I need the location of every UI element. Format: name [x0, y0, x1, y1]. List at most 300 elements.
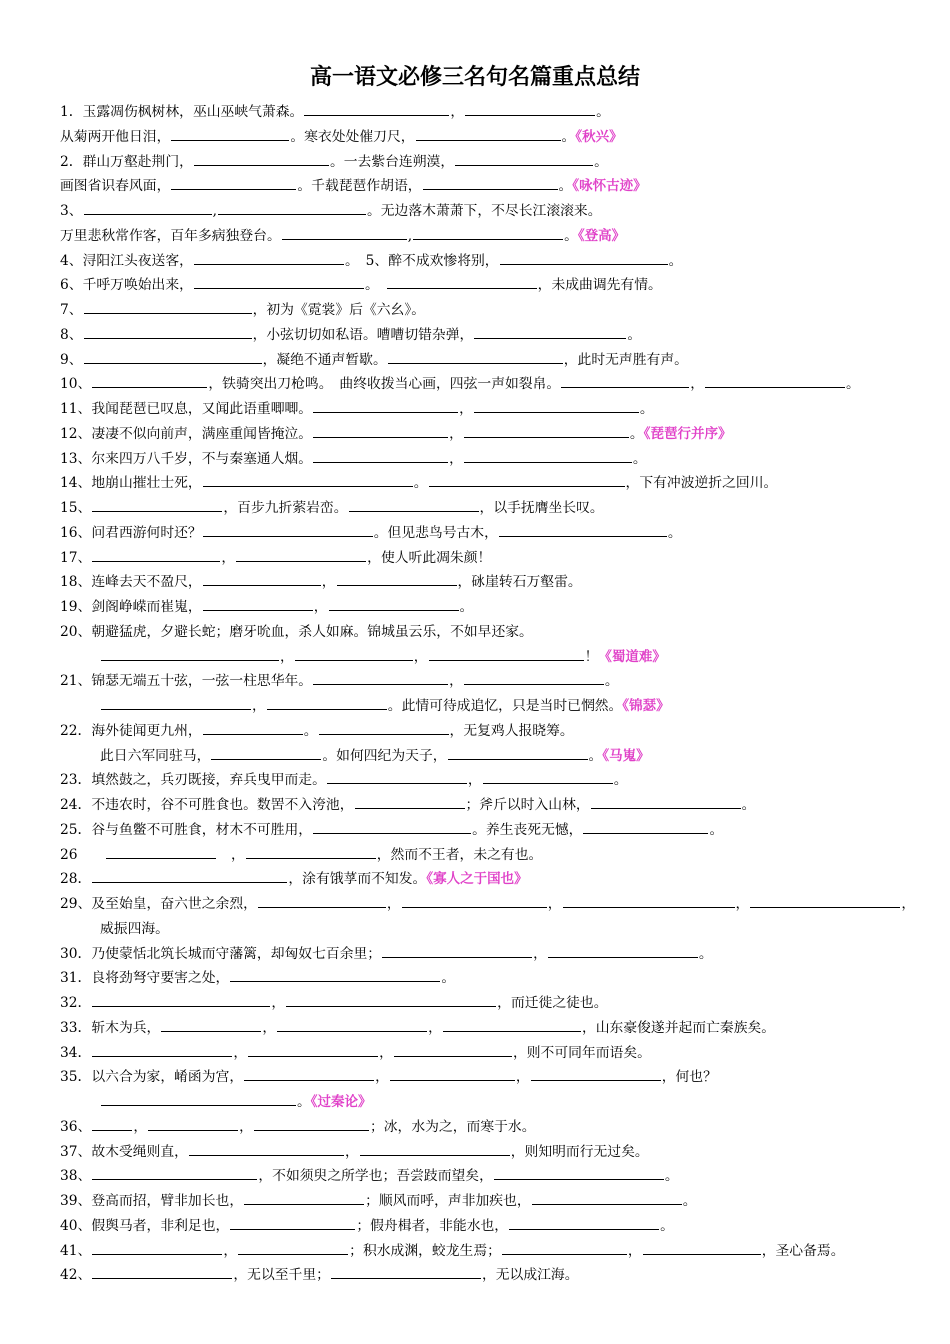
question-line	[60, 125, 940, 150]
question-text: 15、	[60, 500, 92, 516]
question-text: ，	[627, 1242, 642, 1259]
question-text: ，则知明而行无过矣。	[510, 1143, 649, 1160]
question-text: 。	[667, 524, 682, 541]
question-text: 42、	[60, 1267, 92, 1284]
question-line	[60, 397, 940, 422]
question-text: 此日六军同驻马，	[100, 747, 211, 764]
answer-blank[interactable]	[499, 521, 667, 537]
question-text: 。	[613, 772, 628, 789]
answer-blank[interactable]	[464, 669, 604, 685]
question-text: 画图省识春风面，	[60, 178, 171, 195]
answer-blank[interactable]	[203, 570, 321, 586]
question-text: 。千载琵琶作胡语，	[297, 178, 422, 195]
answer-blank[interactable]	[750, 892, 900, 908]
question-text: 21、锦瑟无端五十弦，一弦一柱思华年。	[60, 673, 313, 690]
answer-blank[interactable]	[92, 1041, 232, 1057]
question-text: ，	[271, 995, 286, 1011]
answer-blank[interactable]	[254, 1115, 369, 1131]
question-text: 4、浔阳江头夜送客，	[60, 252, 193, 269]
question-text: 28．	[60, 871, 92, 888]
answer-blank[interactable]	[360, 1140, 510, 1156]
question-text: 。	[303, 722, 318, 739]
question-text: 1．玉露凋伤枫树林，巫山巫峡气萧森。	[60, 104, 304, 120]
answer-blank[interactable]	[313, 422, 448, 438]
question-text: ，	[735, 896, 750, 912]
answer-blank[interactable]	[246, 843, 376, 859]
question-text: ，无以成江海。	[481, 1267, 579, 1284]
question-text: 9、	[60, 351, 83, 368]
question-text: 。	[588, 747, 603, 764]
answer-blank[interactable]	[203, 471, 413, 487]
question-line	[60, 298, 940, 323]
question-line	[60, 1263, 940, 1288]
answer-blank[interactable]	[211, 744, 321, 760]
question-text: 。 5、醉不成欢惨将别，	[344, 252, 499, 269]
question-text: 。	[668, 252, 683, 269]
question-text: ，	[262, 1019, 277, 1036]
answer-blank[interactable]	[387, 273, 537, 289]
page-title: 高一语文必修三名句名篇重点总结	[309, 65, 640, 90]
question-text: ，铁骑突出刀枪鸣。 曲终收拨当心画，四弦一声如裂帛。	[208, 376, 561, 393]
question-line	[60, 100, 940, 125]
answer-blank[interactable]	[474, 323, 626, 339]
question-line	[60, 892, 940, 917]
question-text: 31．良将劲弩守要害之处，	[60, 970, 230, 987]
answer-blank[interactable]	[561, 372, 689, 388]
question-text: 。	[698, 945, 713, 962]
answer-blank[interactable]	[388, 348, 563, 364]
source-title-tag: 《过秦论》	[310, 1094, 372, 1110]
question-text: ，不如须臾之所学也；吾尝跂而望矣，	[258, 1168, 493, 1185]
question-text: ,	[212, 203, 217, 219]
question-text: ，	[133, 1118, 148, 1135]
answer-blank[interactable]	[194, 150, 329, 166]
question-text: 。	[459, 599, 474, 615]
question-text: ；假舟楫者，非能水也，	[356, 1217, 509, 1234]
question-line	[60, 199, 940, 224]
question-text: ，初为《霓裳》后《六幺》。	[252, 302, 426, 318]
question-text: 38、	[60, 1168, 92, 1185]
question-line	[60, 174, 940, 199]
question-text: ，小弦切切如私语。嘈嘈切错杂弹，	[252, 326, 474, 343]
answer-blank[interactable]	[171, 174, 296, 190]
question-line	[60, 323, 940, 348]
question-text: 2．群山万壑赴荆门，	[60, 153, 193, 170]
answer-blank[interactable]	[248, 1041, 378, 1057]
answer-blank[interactable]	[382, 942, 532, 958]
answer-blank[interactable]	[101, 645, 279, 661]
question-text: ，	[547, 896, 562, 912]
answer-blank[interactable]	[286, 991, 496, 1007]
question-line	[60, 818, 940, 843]
question-text: ，	[690, 376, 704, 393]
question-line	[60, 694, 940, 719]
question-text: 7、	[60, 302, 83, 318]
question-text: ，此时无声胜有声。	[563, 351, 688, 368]
source-title-tag: 《登高》	[577, 227, 626, 244]
answer-blank[interactable]	[643, 1239, 761, 1255]
question-text: 。	[413, 475, 428, 492]
question-line	[60, 1214, 940, 1239]
question-text: ，	[901, 896, 916, 912]
source-title-tag: 《咏怀古迹》	[572, 178, 647, 195]
question-text: 。	[596, 104, 610, 120]
question-line	[60, 570, 940, 595]
question-line	[60, 1115, 940, 1140]
answer-blank[interactable]	[258, 892, 386, 908]
question-text: 威振四海。	[100, 920, 169, 937]
answer-blank[interactable]	[203, 595, 313, 611]
question-text: ，下有冲波逆折之回川。	[625, 475, 778, 492]
question-line	[60, 1041, 940, 1066]
question-text: ，	[413, 648, 428, 665]
source-title-tag: 《寡人之于国也》	[426, 871, 528, 888]
question-text: 。	[664, 1168, 679, 1185]
question-text: 。	[845, 376, 860, 393]
question-line	[60, 1189, 940, 1214]
answer-blank[interactable]	[230, 1214, 355, 1230]
answer-blank[interactable]	[331, 1263, 481, 1279]
question-line	[60, 422, 940, 447]
question-text: 。	[741, 797, 756, 813]
question-line	[60, 150, 940, 175]
question-text: ，	[239, 1118, 253, 1135]
question-text: 18、连峰去天不盈尺，	[60, 574, 202, 591]
question-text: ，	[252, 698, 266, 714]
answer-blank[interactable]	[563, 892, 735, 908]
answer-blank[interactable]	[313, 447, 448, 463]
question-text: 3、	[60, 203, 83, 219]
question-text: ，然而不王者，未之有也。	[376, 846, 543, 863]
answer-blank[interactable]	[483, 768, 613, 784]
question-text: 29、及至始皇，奋六世之余烈，	[60, 896, 257, 912]
answer-blank[interactable]	[313, 669, 448, 685]
answer-blank[interactable]	[327, 768, 467, 784]
question-line	[60, 546, 940, 571]
question-text: 。无边落木萧萧下，不尽长江滚滚来。	[366, 203, 602, 219]
question-text: ，	[467, 772, 482, 789]
answer-blank[interactable]	[194, 249, 344, 265]
question-text: ，	[449, 425, 463, 442]
question-text: ，	[515, 1069, 530, 1086]
question-text: 33．斩木为兵，	[60, 1019, 161, 1036]
answer-blank[interactable]	[267, 694, 387, 710]
question-text: ，而迁徙之徒也。	[497, 995, 608, 1011]
question-line	[60, 273, 940, 298]
answer-blank[interactable]	[244, 1189, 364, 1205]
question-text: 。	[564, 227, 578, 244]
question-text: 。	[639, 401, 654, 417]
answer-blank[interactable]	[390, 1065, 515, 1081]
answer-blank[interactable]	[194, 273, 364, 289]
answer-blank[interactable]	[92, 991, 270, 1007]
answer-blank[interactable]	[355, 793, 465, 809]
answer-blank[interactable]	[319, 719, 449, 735]
question-text: ，	[223, 1242, 238, 1259]
question-line	[60, 942, 940, 967]
question-text: 。寒衣处处催刀尺，	[290, 128, 415, 145]
question-line	[60, 867, 940, 892]
question-line	[60, 917, 940, 942]
question-text: 25．谷与鱼鳖不可胜食，材木不可胜用，	[60, 821, 313, 838]
answer-blank[interactable]	[423, 174, 558, 190]
question-text: ；积水成渊，蛟龙生焉；	[349, 1242, 501, 1259]
source-title-tag: 《马嵬》	[602, 747, 650, 764]
question-text: 26	[60, 846, 106, 863]
question-text: 。	[561, 128, 576, 145]
answer-blank[interactable]	[337, 570, 457, 586]
question-line	[60, 224, 940, 249]
question-text: 35．以六合为家，崤函为宫，	[60, 1069, 244, 1086]
question-text: 。	[594, 153, 608, 170]
question-line	[60, 966, 940, 991]
answer-blank[interactable]	[171, 125, 289, 141]
answer-blank[interactable]	[101, 694, 251, 710]
source-title-tag: 《蜀道难》	[598, 648, 666, 665]
question-line	[60, 1016, 940, 1041]
question-line	[60, 1140, 940, 1165]
question-text: 23．填然鼓之，兵刃既接，弃兵曳甲而走。	[60, 772, 326, 789]
question-text: 。	[709, 821, 724, 838]
question-text: ，山东豪俊遂并起而亡秦族矣。	[581, 1019, 776, 1036]
question-line	[60, 471, 940, 496]
answer-blank[interactable]	[313, 397, 458, 413]
answer-blank[interactable]	[531, 1065, 661, 1081]
answer-blank[interactable]	[402, 892, 547, 908]
answer-blank[interactable]	[295, 645, 413, 661]
question-text: 。	[632, 450, 647, 467]
question-text: 40、假舆马者，非利足也，	[60, 1217, 230, 1234]
question-text: ，无以至千里；	[233, 1267, 330, 1284]
question-text: ，何也？	[661, 1069, 717, 1086]
answer-blank[interactable]	[244, 1065, 374, 1081]
question-line	[60, 719, 940, 744]
answer-blank[interactable]	[532, 1189, 682, 1205]
question-text: 。但见悲鸟号古木，	[373, 524, 498, 541]
question-text: ，则不可同年而语矣。	[512, 1044, 651, 1061]
question-text: ,	[407, 227, 413, 244]
answer-blank[interactable]	[236, 546, 366, 562]
answer-blank[interactable]	[282, 224, 407, 240]
answer-blank[interactable]	[230, 966, 440, 982]
question-text: ，凝绝不通声暂歇。	[262, 351, 387, 368]
answer-blank[interactable]	[238, 1239, 348, 1255]
question-text: ，涂有饿莩而不知发。	[288, 871, 427, 888]
question-text: 24．不违农时，谷不可胜食也。数罟不入洿池，	[60, 797, 354, 813]
question-text: 万里悲秋常作客，百年多病独登台。	[60, 227, 281, 244]
question-line	[60, 447, 940, 472]
question-text: ，砯崖转石万壑雷。	[457, 574, 582, 591]
answer-blank[interactable]	[84, 298, 252, 314]
question-line	[60, 645, 940, 670]
question-text: 22．海外徒闻更九州，	[60, 722, 202, 739]
question-text: 11、我闻琵琶已叹息，又闻此语重唧唧。	[60, 401, 313, 417]
answer-blank[interactable]	[92, 1263, 232, 1279]
source-title-tag: 《琵琶行并序》	[643, 425, 732, 442]
question-text: 19、剑阁峥嵘而崔嵬，	[60, 599, 202, 615]
answer-blank[interactable]	[705, 372, 845, 388]
question-line	[60, 793, 940, 818]
answer-blank[interactable]	[429, 645, 584, 661]
answer-blank[interactable]	[92, 546, 220, 562]
question-text: 。	[297, 1094, 311, 1110]
source-title-tag: 《锦瑟》	[622, 698, 670, 714]
question-text: ，	[233, 1044, 248, 1061]
question-text: 17、	[60, 549, 92, 566]
question-text: ，百步九折萦岩峦。	[223, 500, 348, 516]
question-text: 30．乃使蒙恬北筑长城而守藩篱，却匈奴七百余里；	[60, 945, 382, 962]
answer-blank[interactable]	[464, 422, 629, 438]
question-text: ，圣心备焉。	[761, 1242, 845, 1259]
answer-blank[interactable]	[148, 1115, 238, 1131]
question-text: ；顺风而呼，声非加疾也，	[365, 1193, 531, 1209]
answer-blank[interactable]	[494, 1164, 664, 1180]
question-text: 32．	[60, 995, 92, 1011]
answer-blank[interactable]	[84, 323, 252, 339]
question-text: ，	[428, 1019, 442, 1036]
question-text: ，	[386, 896, 401, 912]
question-line	[60, 669, 940, 694]
question-text: 20、朝避猛虎，夕避长蛇；磨牙吮血，杀人如麻。锦城虽云乐，不如早还家。	[60, 623, 533, 640]
question-text: 39、登高而招，臂非加长也，	[60, 1193, 244, 1209]
question-text: 。养生丧死无憾，	[472, 821, 583, 838]
answer-blank[interactable]	[313, 818, 471, 834]
question-text: 41、	[60, 1242, 92, 1259]
answer-blank[interactable]	[583, 818, 708, 834]
question-text: ，未成曲调先有情。	[537, 277, 662, 294]
answer-blank[interactable]	[448, 744, 588, 760]
answer-blank[interactable]	[189, 1140, 344, 1156]
question-text: ，	[221, 549, 236, 566]
answer-blank[interactable]	[218, 199, 366, 215]
answer-blank[interactable]	[502, 1239, 627, 1255]
answer-blank[interactable]	[416, 125, 561, 141]
question-text: ，	[313, 599, 328, 615]
question-text: 12、凄凄不似向前声，满座重闻皆掩泣。	[60, 425, 313, 442]
question-line	[60, 768, 940, 793]
question-text: ，	[379, 1044, 393, 1061]
question-text: ，	[449, 673, 463, 690]
question-list	[60, 100, 940, 1288]
question-text: 。	[660, 1217, 674, 1234]
question-text: 。一去紫台连朔漠，	[329, 153, 455, 170]
question-text: 。	[441, 970, 456, 987]
answer-blank[interactable]	[203, 521, 373, 537]
question-text: 8、	[60, 326, 83, 343]
question-text: 。	[629, 425, 644, 442]
question-line	[60, 1065, 940, 1090]
question-line	[60, 843, 940, 868]
question-text: ，	[450, 104, 465, 120]
answer-blank[interactable]	[92, 1239, 222, 1255]
answer-blank[interactable]	[509, 1214, 659, 1230]
answer-blank[interactable]	[84, 199, 212, 215]
answer-blank[interactable]	[92, 1164, 257, 1180]
question-line	[60, 1164, 940, 1189]
question-line	[60, 372, 940, 397]
question-text: ，	[533, 945, 547, 962]
question-text: 13、尔来四万八千岁，不与秦塞通人烟。	[60, 450, 313, 467]
answer-blank[interactable]	[203, 719, 303, 735]
question-text: ！	[584, 648, 599, 665]
answer-blank[interactable]	[101, 1090, 296, 1106]
question-text: ，	[344, 1143, 359, 1160]
question-text: 16、问君西游何时还？	[60, 524, 202, 541]
answer-blank[interactable]	[394, 1041, 512, 1057]
answer-blank[interactable]	[92, 867, 287, 883]
question-text: ，	[459, 401, 473, 417]
question-line	[60, 249, 940, 274]
answer-blank[interactable]	[443, 1016, 581, 1032]
question-text: 6、千呼万唤始出来，	[60, 277, 193, 294]
question-line	[60, 595, 940, 620]
question-line	[60, 348, 940, 373]
question-line	[60, 620, 940, 645]
question-text: 。	[558, 178, 573, 195]
question-text: 。	[682, 1193, 697, 1209]
answer-blank[interactable]	[349, 496, 479, 512]
answer-blank[interactable]	[591, 793, 741, 809]
answer-blank[interactable]	[329, 595, 459, 611]
question-text: 从菊两开他日泪，	[60, 128, 171, 145]
answer-blank[interactable]	[106, 843, 216, 859]
answer-blank[interactable]	[277, 1016, 427, 1032]
question-text: 。此情可待成追忆，只是当时已惘然。	[387, 698, 623, 714]
question-line	[60, 521, 940, 546]
question-line	[60, 991, 940, 1016]
question-text: 36、	[60, 1118, 92, 1135]
answer-blank[interactable]	[92, 372, 207, 388]
question-text: 。	[364, 277, 386, 294]
question-text: 。	[627, 326, 642, 343]
question-line	[60, 1239, 940, 1264]
question-text: ，	[321, 574, 336, 591]
answer-blank[interactable]	[429, 471, 625, 487]
question-text: ，	[217, 846, 245, 863]
question-text: 10、	[60, 376, 92, 393]
question-text: 。如何四纪为天子，	[322, 747, 447, 764]
question-text: ，	[375, 1069, 389, 1086]
answer-blank[interactable]	[92, 1115, 132, 1131]
answer-blank[interactable]	[474, 397, 639, 413]
answer-blank[interactable]	[465, 100, 595, 116]
question-text: ，	[280, 648, 294, 665]
question-text: ，以手抚膺坐长叹。	[479, 500, 604, 516]
question-line	[60, 496, 940, 521]
answer-blank[interactable]	[455, 150, 593, 166]
answer-blank[interactable]	[413, 224, 563, 240]
question-text: 37、故木受绳则直，	[60, 1143, 188, 1160]
answer-blank[interactable]	[304, 100, 449, 116]
answer-blank[interactable]	[464, 447, 632, 463]
answer-blank[interactable]	[500, 249, 668, 265]
question-text: 34．	[60, 1044, 92, 1061]
question-text: ，使人听此凋朱颜！	[367, 549, 492, 566]
question-text: ，无复鸡人报晓筹。	[449, 722, 574, 739]
answer-blank[interactable]	[92, 496, 222, 512]
question-text: 。	[604, 673, 619, 690]
answer-blank[interactable]	[161, 1016, 261, 1032]
question-line	[60, 744, 940, 769]
answer-blank[interactable]	[84, 348, 262, 364]
question-text: ；斧斤以时入山林，	[465, 797, 590, 813]
answer-blank[interactable]	[548, 942, 698, 958]
question-text: ；冰，水为之，而寒于水。	[369, 1118, 536, 1135]
question-text: ，	[449, 450, 463, 467]
question-line	[60, 1090, 940, 1115]
question-text: 14、地崩山摧壮士死，	[60, 475, 202, 492]
source-title-tag: 《秋兴》	[575, 128, 623, 145]
